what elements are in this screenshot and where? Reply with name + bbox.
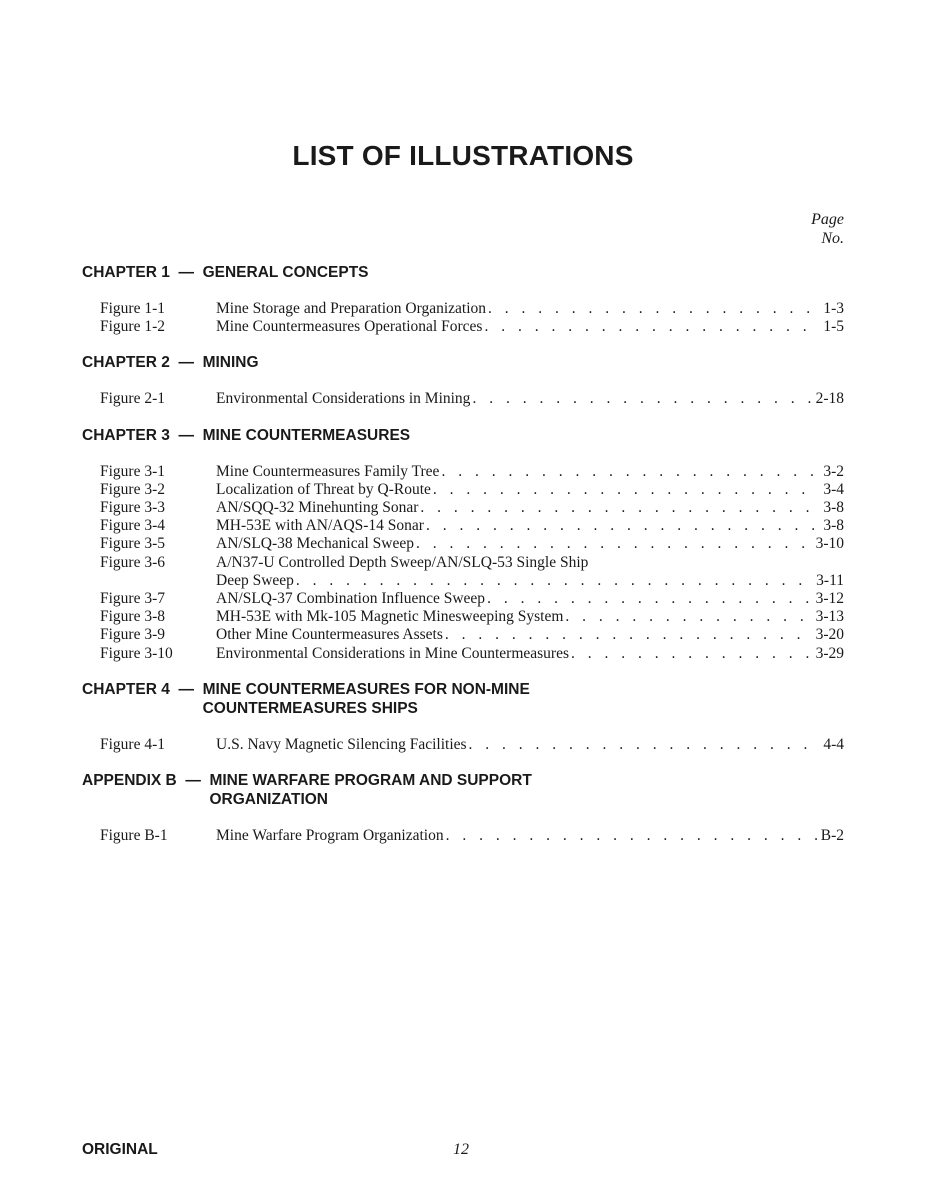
figure-title: MH-53E with Mk-105 Magnetic Minesweeping System — [216, 608, 564, 626]
figure-list — [82, 390, 844, 408]
figure-number: Figure 3-1 — [100, 462, 166, 480]
dot-leader — [439, 463, 819, 481]
figure-page-number: 3-10 — [815, 535, 844, 553]
chapter-heading — [82, 263, 844, 282]
figure-number: Figure 2-1 — [100, 390, 166, 408]
figure-page-number: 3-4 — [823, 480, 844, 498]
dot-leader — [563, 608, 811, 626]
dot-leader — [444, 827, 817, 845]
figure-title: Mine Countermeasures Operational Forces — [216, 318, 483, 336]
footer-status: ORIGINAL — [82, 1141, 158, 1158]
chapter-label: CHAPTER 4 — — [82, 680, 203, 698]
chapter-title: GENERAL CONCEPTS — [202, 264, 369, 281]
figure-list — [82, 463, 844, 663]
dot-leader — [485, 590, 812, 608]
dot-leader — [443, 626, 812, 644]
figure-entry[interactable] — [82, 300, 844, 318]
figure-number: Figure 4-1 — [100, 735, 166, 753]
chapter-title: MINE WARFARE PROGRAM AND SUPPORT ORGANIZATION — [209, 772, 532, 809]
figure-title: Mine Warfare Program Organization — [216, 827, 444, 845]
figure-entry[interactable] — [82, 608, 844, 626]
page-header-line2: No. — [821, 230, 844, 247]
figure-entry[interactable] — [82, 499, 844, 517]
dot-leader — [470, 390, 811, 408]
chapter-heading — [82, 353, 844, 372]
figure-page-number: 3-8 — [823, 499, 844, 517]
chapter-label: APPENDIX B — — [82, 772, 210, 790]
figure-entry[interactable] — [82, 736, 844, 754]
figure-title: MH-53E with AN/AQS-14 Sonar — [216, 517, 424, 535]
dot-leader — [482, 318, 819, 336]
figure-number: Figure 3-3 — [100, 499, 166, 517]
figure-page-number: 3-8 — [823, 517, 844, 535]
figure-number: Figure 3-9 — [100, 626, 166, 644]
chapter-heading — [82, 426, 844, 445]
chapter-heading — [82, 680, 844, 718]
figure-title: Other Mine Countermeasures Assets — [216, 626, 443, 644]
page-title: LIST OF ILLUSTRATIONS — [292, 140, 634, 171]
dot-leader — [467, 736, 820, 754]
figure-page-number: 2-18 — [815, 390, 844, 408]
page-number-column-header — [811, 210, 844, 248]
figure-entry[interactable] — [82, 645, 844, 663]
figure-title: Mine Storage and Preparation Organization — [216, 300, 487, 317]
figure-number: Figure 1-1 — [100, 300, 166, 317]
figure-entry[interactable] — [82, 481, 844, 499]
figure-number: Figure 3-5 — [100, 535, 166, 553]
figure-entry[interactable] — [82, 318, 844, 336]
figure-list — [82, 300, 844, 336]
figure-title-line1: A/N37-U Controlled Depth Sweep/AN/SLQ-53 Single Ship — [216, 553, 589, 571]
figure-number: Figure 3-4 — [100, 517, 166, 535]
figure-number: Figure 3-10 — [100, 644, 173, 662]
figure-entry[interactable] — [82, 590, 844, 608]
page-header-line1: Page — [811, 211, 844, 228]
chapter-label: CHAPTER 2 — — [82, 354, 203, 372]
figure-number: Figure 3-6 — [100, 553, 166, 571]
illustrations-list — [82, 263, 844, 862]
figure-page-number: 3-29 — [815, 644, 844, 662]
figure-page-number: 3-20 — [815, 626, 844, 644]
dot-leader — [569, 645, 812, 663]
figure-title: AN/SLQ-37 Combination Influence Sweep — [216, 590, 486, 608]
figure-page-number: 3-2 — [823, 462, 844, 480]
footer-page-number: 12 — [453, 1141, 469, 1158]
figure-title: Environmental Considerations in Mine Countermeasures — [216, 644, 569, 662]
figure-page-number: 3-13 — [815, 608, 844, 626]
figure-title: AN/SQQ-32 Minehunting Sonar — [216, 499, 419, 517]
chapter-label: CHAPTER 3 — — [82, 426, 203, 444]
figure-entry[interactable] — [82, 626, 844, 644]
figure-entry[interactable] — [82, 390, 844, 408]
chapter-title: MINING — [202, 354, 259, 372]
figure-list — [82, 827, 844, 845]
dot-leader — [414, 535, 812, 553]
figure-title: Localization of Threat by Q-Route — [216, 480, 431, 498]
figure-page-number: B-2 — [820, 827, 844, 845]
figure-page-number: 4-4 — [823, 735, 844, 753]
figure-page-number: 1-3 — [823, 300, 844, 317]
figure-number: Figure 1-2 — [100, 318, 166, 336]
figure-title: Mine Countermeasures Family Tree — [216, 462, 440, 480]
figure-page-number: 3-11 — [816, 571, 844, 589]
dot-leader — [431, 481, 819, 499]
figure-title: AN/SLQ-38 Mechanical Sweep — [216, 535, 415, 553]
figure-number: Figure 3-2 — [100, 480, 166, 498]
dot-leader — [418, 499, 819, 517]
chapter-title: MINE COUNTERMEASURES FOR NON-MINE COUNTERMEASURES SHIPS — [202, 680, 530, 717]
figure-page-number: 1-5 — [823, 318, 844, 336]
chapter-label: CHAPTER 1 — — [82, 264, 203, 281]
figure-title: Environmental Considerations in Mining — [216, 390, 471, 408]
figure-list — [82, 736, 844, 754]
figure-page-number: 3-12 — [815, 590, 844, 608]
figure-entry[interactable] — [82, 827, 844, 845]
chapter-heading — [82, 771, 844, 809]
figure-number: Figure B-1 — [100, 827, 168, 845]
chapter-title: MINE COUNTERMEASURES — [202, 426, 411, 444]
dot-leader — [424, 517, 819, 535]
figure-title: U.S. Navy Magnetic Silencing Facilities — [216, 735, 467, 753]
figure-number: Figure 3-8 — [100, 608, 166, 626]
figure-title: Deep Sweep — [216, 571, 294, 589]
figure-number: Figure 3-7 — [100, 590, 166, 608]
dot-leader — [294, 572, 812, 590]
figure-entry[interactable] — [82, 554, 844, 590]
figure-entry[interactable] — [82, 535, 844, 553]
figure-entry[interactable] — [82, 517, 844, 535]
dot-leader — [486, 300, 819, 318]
figure-entry[interactable] — [82, 463, 844, 481]
